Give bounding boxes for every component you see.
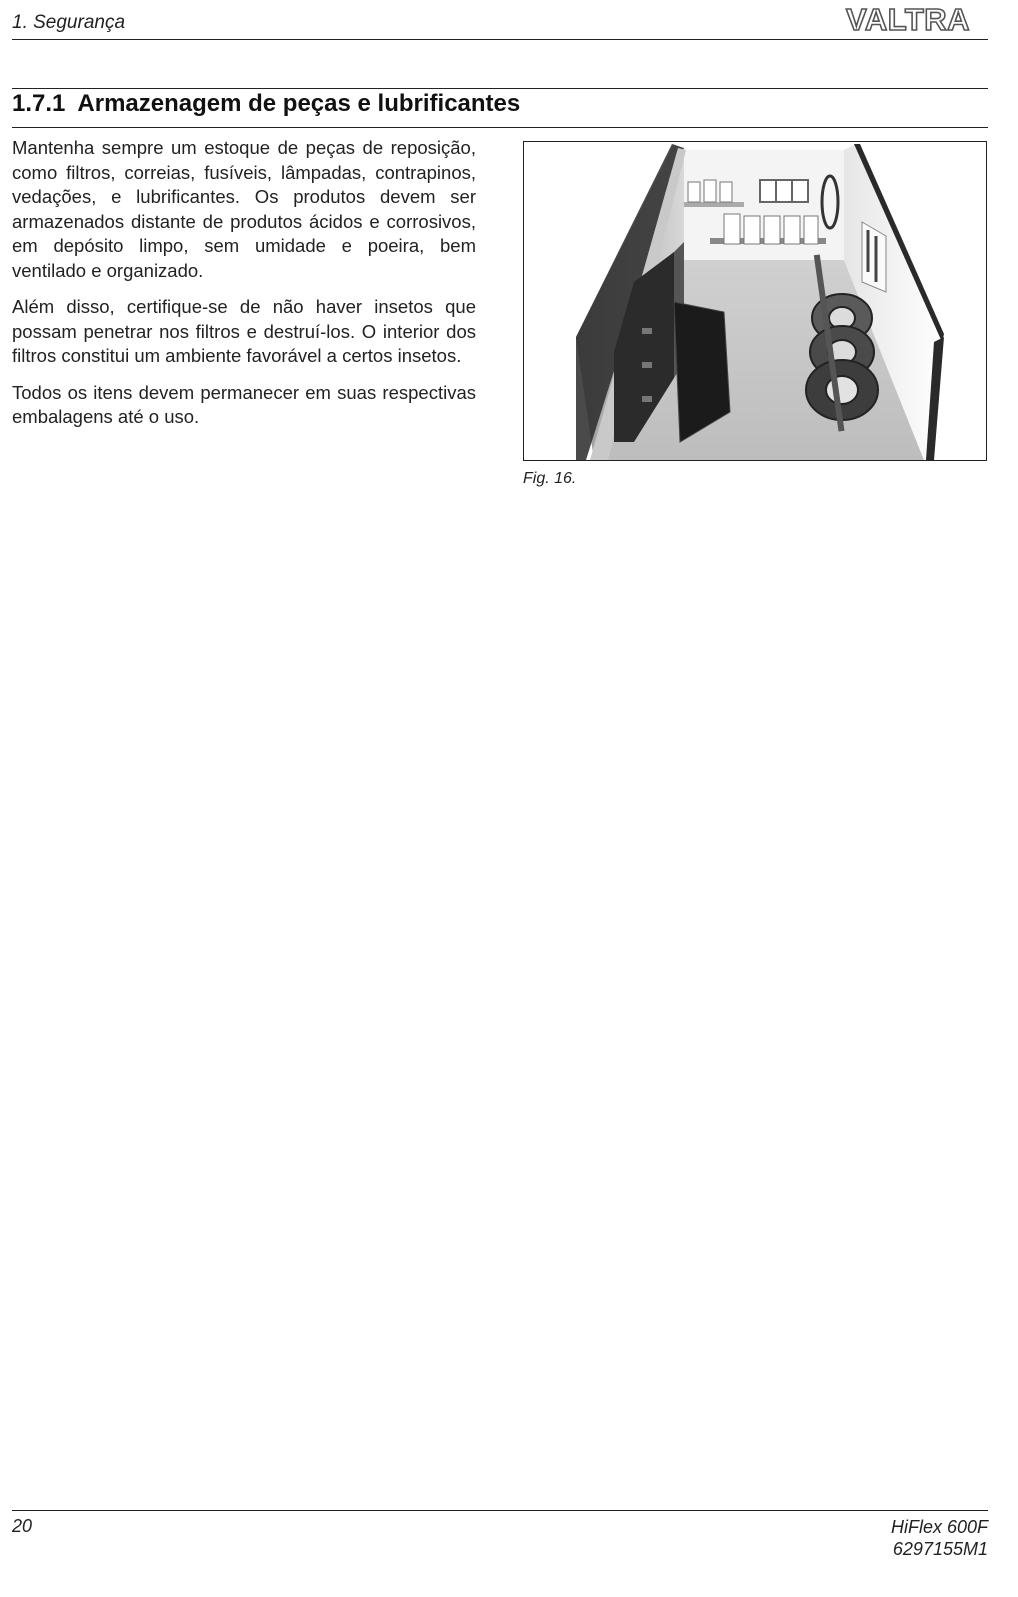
paragraph-2: Além disso, certifique-se de não haver insetos que possam penetrar nos filtros e destruí-los. O interior dos filtros constitui um ambiente favorável a certos insetos. — [12, 296, 476, 366]
page-number: 20 — [12, 1516, 33, 1536]
body-text — [12, 136, 476, 442]
model-name: HiFlex 600F — [890, 1517, 988, 1537]
upper-shelf — [684, 202, 744, 207]
figure-caption: Fig. 16. — [523, 470, 577, 487]
header-rule — [12, 39, 988, 40]
tire-stack — [806, 294, 878, 420]
logo-text: VALTRA — [845, 2, 971, 36]
section-heading — [12, 90, 520, 118]
section-rule-bottom — [12, 127, 988, 128]
section-rule-top — [12, 88, 988, 89]
running-head-title: 1. Segurança — [12, 12, 126, 33]
back-window — [760, 180, 808, 202]
document-info — [891, 1516, 988, 1560]
valtra-logo — [828, 2, 988, 36]
document-code: 6297155M1 — [892, 1539, 988, 1559]
section-title-text: Armazenagem de peças e lubrificantes — [77, 90, 521, 117]
barrels — [724, 214, 818, 244]
paragraph-3: Todos os itens devem permanecer em suas respectivas embalagens até o uso. — [12, 381, 476, 427]
footer-rule — [12, 1510, 988, 1511]
storage-room-illustration — [524, 142, 986, 460]
paragraph-1: Mantenha sempre um estoque de peças de reposição, como filtros, correias, fusíveis, lâmpadas, contrapinos, vedações, e lubrificantes. Os produtos devem ser armazenados distante de produtos ácidos e corrosivos, em depósito limpo, sem umidade e poeira, bem ventilado e organizado. — [12, 137, 476, 281]
section-number: 1.7.1 — [12, 90, 66, 117]
figure-storage-room — [523, 141, 987, 461]
